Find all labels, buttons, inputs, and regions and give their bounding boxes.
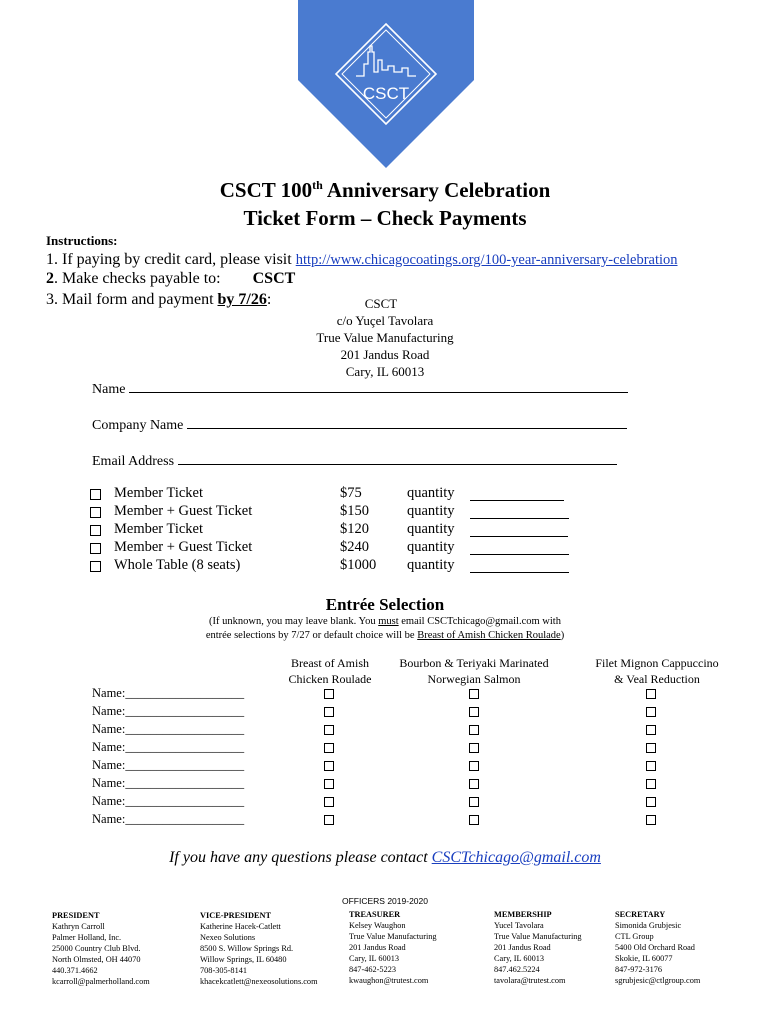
guest-name-input[interactable]: Name:___________________: [92, 794, 245, 808]
table-row: [0, 758, 770, 776]
salmon-checkbox[interactable]: [469, 725, 479, 735]
csct-logo: [298, 0, 474, 168]
filet-checkbox[interactable]: [646, 725, 656, 735]
ticket-checkbox[interactable]: [90, 507, 101, 518]
salmon-checkbox[interactable]: [469, 779, 479, 789]
guest-name-input[interactable]: Name:___________________: [92, 704, 245, 718]
table-row: [0, 776, 770, 794]
chicken-checkbox[interactable]: [324, 743, 334, 753]
table-row: [0, 722, 770, 740]
page-title: CSCT 100th Anniversary Celebration: [219, 178, 551, 202]
quantity-input[interactable]: [470, 504, 569, 519]
ticket-checkbox[interactable]: [90, 543, 101, 554]
guest-name-input[interactable]: Name:___________________: [92, 686, 245, 700]
quantity-input[interactable]: [470, 486, 564, 501]
filet-checkbox[interactable]: [646, 797, 656, 807]
salmon-checkbox[interactable]: [469, 761, 479, 771]
guest-name-input[interactable]: Name:___________________: [92, 758, 245, 772]
ticket-checkbox[interactable]: [90, 525, 101, 536]
logo-text: CSCT: [362, 84, 410, 103]
officer-membership: MEMBERSHIP Yucel Tavolara True Value Manufacturing 201 Jandus Road Cary, IL 60013 847.462.5224 tavolara@trutest.com: [494, 910, 582, 985]
salmon-checkbox[interactable]: [469, 797, 479, 807]
mail-address: CSCT c/o Yuçel Tavolara True Value Manufacturing 201 Jandus Road Cary, IL 60013: [316, 296, 454, 379]
filet-checkbox[interactable]: [646, 707, 656, 717]
salmon-checkbox[interactable]: [469, 689, 479, 699]
table-row: [0, 704, 770, 722]
officer-treasurer: TREASURER Kelsey Waughon True Value Manufacturing 201 Jandus Road Cary, IL 60013 847-462-5223 kwaughon@trutest.com: [349, 910, 437, 985]
entree-note: (If unknown, you may leave blank. You must email CSCTchicago@gmail.com with entrée selections by 7/27 or default choice will be Breast of Amish Chicken Roulade): [205, 616, 565, 641]
contact-line: If you have any questions please contact CSCTchicago@gmail.com: [169, 849, 601, 866]
chicken-checkbox[interactable]: [324, 707, 334, 717]
entree-col-chicken: Breast of Amish Chicken Roulade: [288, 656, 372, 686]
guest-name-input[interactable]: Name:___________________: [92, 776, 245, 790]
quantity-input[interactable]: [470, 522, 568, 537]
name-field[interactable]: Name: [92, 378, 628, 398]
chicken-checkbox[interactable]: [324, 797, 334, 807]
entree-table: [0, 686, 770, 830]
instruction-3: 3. Mail form and payment by 7/26:: [46, 291, 272, 308]
guest-name-input[interactable]: Name:___________________: [92, 740, 245, 754]
chicken-checkbox[interactable]: [324, 725, 334, 735]
table-row: [0, 812, 770, 830]
entree-col-filet: Filet Mignon Cappuccino & Veal Reduction: [595, 656, 719, 686]
ticket-checkbox[interactable]: [90, 561, 101, 572]
guest-name-input[interactable]: Name:___________________: [92, 722, 245, 736]
officer-secretary: SECRETARY Simonida Grubjesic CTL Group 5400 Old Orchard Road Skokie, IL 60077 847-972-3176 sgrubjesic@ctlgroup.com: [615, 910, 701, 985]
entree-col-salmon: Bourbon & Teriyaki Marinated Norwegian Salmon: [399, 656, 549, 686]
filet-checkbox[interactable]: [646, 743, 656, 753]
salmon-checkbox[interactable]: [469, 815, 479, 825]
table-row: [0, 794, 770, 812]
filet-checkbox[interactable]: [646, 815, 656, 825]
quantity-input[interactable]: [470, 558, 569, 573]
table-row: [0, 740, 770, 758]
chicken-checkbox[interactable]: [324, 761, 334, 771]
quantity-input[interactable]: [470, 540, 569, 555]
officer-president: PRESIDENT Kathryn Carroll Palmer Holland, Inc. 25000 Country Club Blvd. North Olmsted, OH 44070 440.371.4662 kcarroll@palmerholland.com: [52, 911, 150, 986]
guest-name-input[interactable]: Name:___________________: [92, 812, 245, 826]
payable-to: CSCT: [252, 270, 296, 287]
filet-checkbox[interactable]: [646, 761, 656, 771]
chicken-checkbox[interactable]: [324, 689, 334, 699]
table-row: [0, 686, 770, 704]
officers-heading: OFFICERS 2019-2020: [342, 896, 428, 906]
entree-heading: Entrée Selection: [325, 595, 445, 614]
instructions-heading: Instructions:: [46, 233, 118, 248]
filet-checkbox[interactable]: [646, 689, 656, 699]
company-field[interactable]: Company Name: [92, 414, 627, 434]
instruction-2: 2. Make checks payable to: CSCT: [46, 270, 296, 287]
ticket-checkbox[interactable]: [90, 489, 101, 500]
page-subtitle: Ticket Form – Check Payments: [243, 206, 527, 230]
email-field[interactable]: Email Address: [92, 450, 617, 470]
filet-checkbox[interactable]: [646, 779, 656, 789]
chicken-checkbox[interactable]: [324, 779, 334, 789]
chicken-checkbox[interactable]: [324, 815, 334, 825]
celebration-link[interactable]: http://www.chicagocoatings.org/100-year-anniversary-celebration: [295, 252, 678, 268]
instruction-1: 1. If paying by credit card, please visit http://www.chicagocoatings.org/100-year-anniversary-celebration: [46, 251, 678, 268]
contact-email-link[interactable]: CSCTchicago@gmail.com: [431, 849, 601, 866]
salmon-checkbox[interactable]: [469, 743, 479, 753]
officer-vice-president: VICE-PRESIDENT Katherine Hacek-Catlett Nexeo Solutions 8500 S. Willow Springs Rd. Willow Springs, IL 60480 708-305-8141 khacekcatlett@nexeosolutions.com: [200, 911, 318, 986]
salmon-checkbox[interactable]: [469, 707, 479, 717]
